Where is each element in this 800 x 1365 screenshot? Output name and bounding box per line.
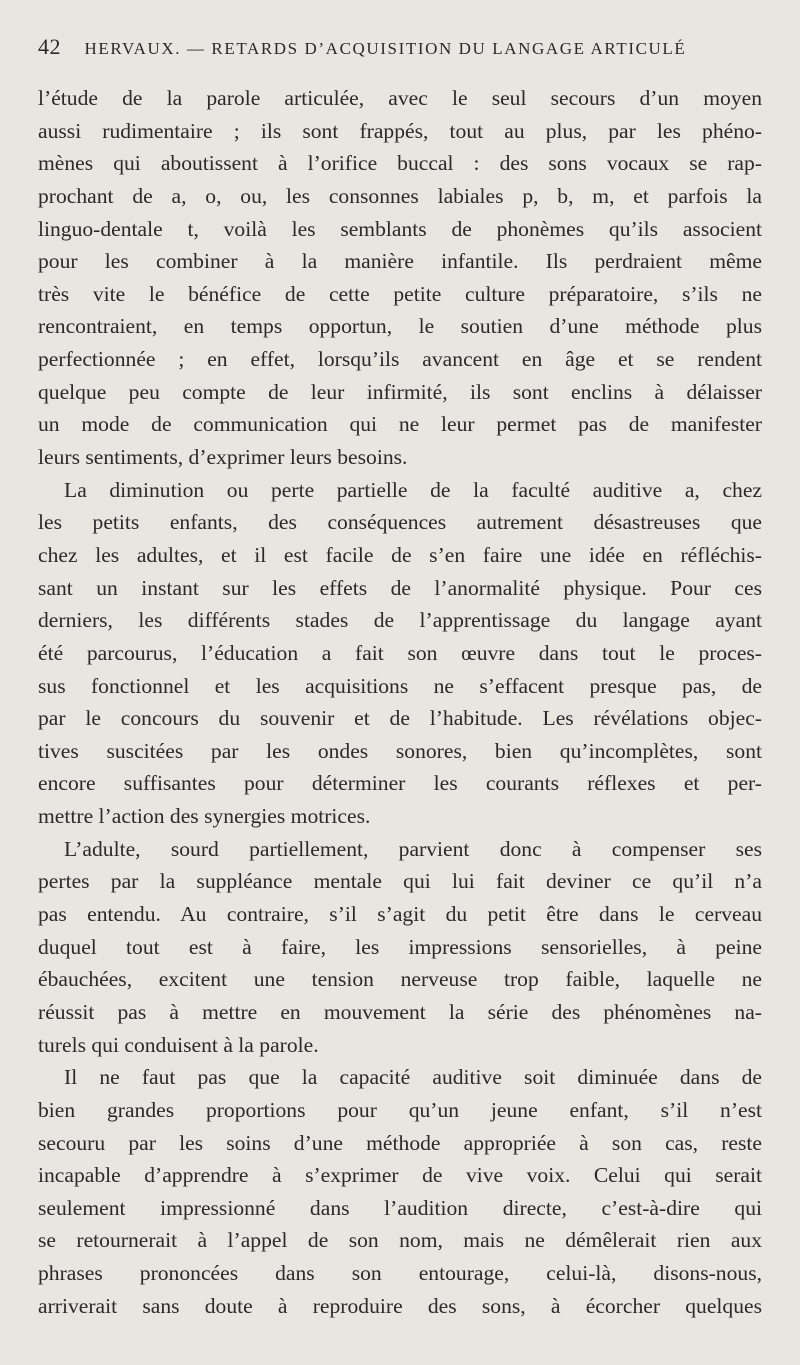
text-line: La diminution ou perte partielle de la faculté auditive a, chez [64,477,762,502]
text-line: derniers, les différents stades de l’apprentissage du langage ayant [38,608,762,633]
text-line: aussi rudimentaire ; ils sont frappés, tout au plus, par les phéno- [38,118,762,143]
text-line: mettre l’action des synergies motrices. [38,804,371,829]
text-line: turels qui conduisent à la parole. [38,1032,319,1057]
text-line: réussit pas à mettre en mouvement la série des phénomènes na- [38,999,762,1024]
text-line: leurs sentiments, d’exprimer leurs besoins. [38,445,408,470]
text-line: très vite le bénéfice de cette petite culture préparatoire, s’ils ne [38,281,762,306]
text-line: tives suscitées par les ondes sonores, bien qu’incomplètes, sont [38,738,762,763]
text-line: pertes par la suppléance mentale qui lui fait deviner ce qu’il n’a [38,869,762,894]
text-line: se retournerait à l’appel de son nom, mais ne démêlerait rien aux [38,1228,762,1253]
running-title: HERVAUX. — RETARDS D’ACQUISITION DU LANGAGE ARTICULÉ [84,39,687,58]
text-line: seulement impressionné dans l’audition directe, c’est-à-dire qui [38,1195,762,1220]
paragraph-1 [38,82,762,474]
page-number: 42 [38,34,61,59]
text-line: linguo-dentale t, voilà les semblants de phonèmes qu’ils associent [38,216,762,241]
text-line: L’adulte, sourd partiellement, parvient donc à compenser ses [64,836,762,861]
text-line: par le concours du souvenir et de l’habitude. Les révélations objec- [38,706,762,731]
paragraph-4 [38,1061,762,1322]
body-text [38,82,762,1322]
text-line: les petits enfants, des conséquences autrement désastreuses que [38,510,762,535]
text-line: pas entendu. Au contraire, s’il s’agit du petit être dans le cerveau [38,902,762,927]
paragraph-2 [38,474,762,833]
text-line: perfectionnée ; en effet, lorsqu’ils avancent en âge et se rendent [38,347,762,372]
text-line: bien grandes proportions pour qu’un jeune enfant, s’il n’est [38,1097,762,1122]
text-line: mènes qui aboutissent à l’orifice buccal : des sons vocaux se rap- [38,151,762,176]
text-line: Il ne faut pas que la capacité auditive soit diminuée dans de [64,1065,762,1090]
text-line: incapable d’apprendre à s’exprimer de vive voix. Celui qui serait [38,1163,762,1188]
text-line: pour les combiner à la manière infantile. Ils perdraient même [38,249,762,274]
text-line: arriverait sans doute à reproduire des sons, à écorcher quelques [38,1293,762,1318]
text-line: l’étude de la parole articulée, avec le seul secours d’un moyen [38,86,762,110]
text-line: sant un instant sur les effets de l’anormalité physique. Pour ces [38,575,762,600]
text-line: un mode de communication qui ne leur permet pas de manifester [38,412,762,437]
text-line: encore suffisantes pour déterminer les courants réflexes et per- [38,771,762,796]
text-line: chez les adultes, et il est facile de s’en faire une idée en réfléchis- [38,542,762,567]
text-line: ébauchées, excitent une tension nerveuse trop faible, laquelle ne [38,967,762,992]
running-header [38,34,760,62]
text-line: été parcourus, l’éducation a fait son œuvre dans tout le proces- [38,640,762,665]
text-line: phrases prononcées dans son entourage, celui-là, disons-nous, [38,1261,762,1286]
text-line: secouru par les soins d’une méthode appropriée à son cas, reste [38,1130,762,1155]
text-line: quelque peu compte de leur infirmité, ils sont enclins à délaisser [38,379,762,404]
text-line: prochant de a, o, ou, les consonnes labiales p, b, m, et parfois la [38,183,762,208]
paragraph-3 [38,833,762,1061]
text-line: sus fonctionnel et les acquisitions ne s’effacent presque pas, de [38,673,762,698]
text-line: duquel tout est à faire, les impressions sensorielles, à peine [38,934,762,959]
text-line: rencontraient, en temps opportun, le soutien d’une méthode plus [38,314,762,339]
